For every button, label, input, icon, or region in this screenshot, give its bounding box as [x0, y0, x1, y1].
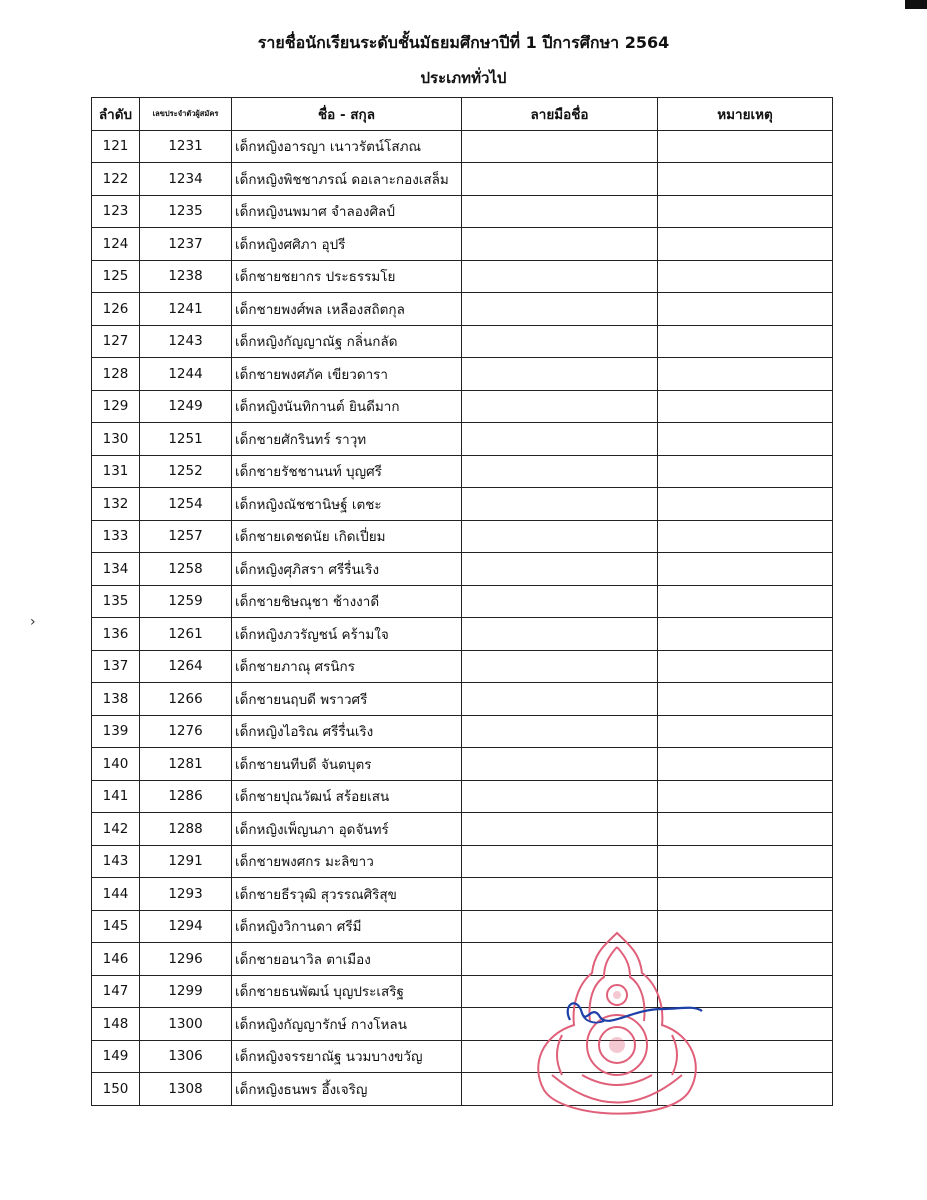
signature-cell	[462, 683, 658, 716]
applicant-id: 1294	[140, 910, 232, 943]
table-row	[92, 845, 833, 878]
remarks-cell	[658, 618, 833, 651]
student-name: เด็กชายพงศ์พล เหลืองสถิตกุล	[232, 293, 462, 326]
student-name: เด็กชายธีรวุฒิ สุวรรณศิริสุข	[232, 878, 462, 911]
row-number: 149	[92, 1040, 140, 1073]
row-number: 137	[92, 650, 140, 683]
student-name: เด็กชายเดชดนัย เกิดเปี่ยม	[232, 520, 462, 553]
signature-cell	[462, 650, 658, 683]
student-name: เด็กหญิงเพ็ญนภา อุดจันทร์	[232, 813, 462, 846]
row-number: 146	[92, 943, 140, 976]
remarks-cell	[658, 813, 833, 846]
signature-cell	[462, 878, 658, 911]
row-number: 135	[92, 585, 140, 618]
row-number: 134	[92, 553, 140, 586]
signature-cell	[462, 1040, 658, 1073]
table-row	[92, 195, 833, 228]
signature-cell	[462, 163, 658, 196]
remarks-cell	[658, 1040, 833, 1073]
signature-cell	[462, 390, 658, 423]
row-number: 126	[92, 293, 140, 326]
student-name: เด็กหญิงศศิภา อุปรี	[232, 228, 462, 261]
col-header-name: ชื่อ - สกุล	[232, 98, 462, 131]
signature-cell	[462, 130, 658, 163]
signature-cell	[462, 585, 658, 618]
student-name: เด็กชายนทีบดี จันตบุตร	[232, 748, 462, 781]
student-name: เด็กหญิงณัชชานิษฐ์ เตชะ	[232, 488, 462, 521]
signature-cell	[462, 780, 658, 813]
row-number: 141	[92, 780, 140, 813]
table-row	[92, 390, 833, 423]
row-number: 148	[92, 1008, 140, 1041]
applicant-id: 1266	[140, 683, 232, 716]
table-row	[92, 488, 833, 521]
table-row	[92, 1008, 833, 1041]
page-title: รายชื่อนักเรียนระดับชั้นมัธยมศึกษาปีที่ 1 ปีการศึกษา 2564	[257, 33, 670, 52]
applicant-id: 1293	[140, 878, 232, 911]
applicant-id: 1237	[140, 228, 232, 261]
signature-cell	[462, 195, 658, 228]
remarks-cell	[658, 423, 833, 456]
remarks-cell	[658, 845, 833, 878]
row-number: 136	[92, 618, 140, 651]
table-row	[92, 878, 833, 911]
signature-cell	[462, 975, 658, 1008]
signature-cell	[462, 325, 658, 358]
row-number: 131	[92, 455, 140, 488]
table-row	[92, 260, 833, 293]
table-body	[92, 130, 833, 1105]
student-name: เด็กหญิงไอริณ ศรีรื่นเริง	[232, 715, 462, 748]
row-number: 150	[92, 1073, 140, 1106]
row-number: 123	[92, 195, 140, 228]
student-roster-table	[91, 97, 833, 1106]
remarks-cell	[658, 390, 833, 423]
row-number: 124	[92, 228, 140, 261]
table-row	[92, 715, 833, 748]
col-header-remarks: หมายเหตุ	[658, 98, 833, 131]
signature-cell	[462, 553, 658, 586]
col-header-applicant-id: เลขประจำตัวผู้สมัคร	[140, 98, 232, 131]
student-name: เด็กหญิงนันทิกานต์ ยินดีมาก	[232, 390, 462, 423]
student-name: เด็กหญิงกัญญาณัฐ กลิ่นกลัด	[232, 325, 462, 358]
signature-cell	[462, 260, 658, 293]
student-name: เด็กชายปุณวัฒน์ สร้อยเสน	[232, 780, 462, 813]
applicant-id: 1288	[140, 813, 232, 846]
table-row	[92, 423, 833, 456]
applicant-id: 1258	[140, 553, 232, 586]
table-row	[92, 618, 833, 651]
signature-cell	[462, 1008, 658, 1041]
row-number: 144	[92, 878, 140, 911]
row-number: 127	[92, 325, 140, 358]
applicant-id: 1259	[140, 585, 232, 618]
table-row	[92, 553, 833, 586]
student-name: เด็กชายพงศภัค เขียวดารา	[232, 358, 462, 391]
table-row	[92, 813, 833, 846]
applicant-id: 1241	[140, 293, 232, 326]
remarks-cell	[658, 878, 833, 911]
row-number: 133	[92, 520, 140, 553]
scan-mark: ›	[30, 614, 36, 630]
signature-cell	[462, 943, 658, 976]
row-number: 128	[92, 358, 140, 391]
student-name: เด็กหญิงศุภิสรา ศรีรื่นเริง	[232, 553, 462, 586]
table-row	[92, 325, 833, 358]
remarks-cell	[658, 455, 833, 488]
table-row	[92, 163, 833, 196]
table-row	[92, 585, 833, 618]
applicant-id: 1281	[140, 748, 232, 781]
row-number: 125	[92, 260, 140, 293]
remarks-cell	[658, 520, 833, 553]
applicant-id: 1291	[140, 845, 232, 878]
signature-cell	[462, 358, 658, 391]
remarks-cell	[658, 130, 833, 163]
applicant-id: 1300	[140, 1008, 232, 1041]
signature-cell	[462, 813, 658, 846]
table-row	[92, 910, 833, 943]
signature-cell	[462, 423, 658, 456]
row-number: 132	[92, 488, 140, 521]
applicant-id: 1261	[140, 618, 232, 651]
applicant-id: 1252	[140, 455, 232, 488]
col-header-signature: ลายมือชื่อ	[462, 98, 658, 131]
remarks-cell	[658, 910, 833, 943]
student-name: เด็กชายศักรินทร์ ราวุท	[232, 423, 462, 456]
student-name: เด็กชายพงศกร มะลิขาว	[232, 845, 462, 878]
signature-cell	[462, 520, 658, 553]
applicant-id: 1306	[140, 1040, 232, 1073]
student-name: เด็กหญิงธนพร อึ้งเจริญ	[232, 1073, 462, 1106]
signature-cell	[462, 715, 658, 748]
signature-cell	[462, 293, 658, 326]
applicant-id: 1235	[140, 195, 232, 228]
col-header-no: ลำดับ	[92, 98, 140, 131]
remarks-cell	[658, 228, 833, 261]
remarks-cell	[658, 195, 833, 228]
row-number: 147	[92, 975, 140, 1008]
student-name: เด็กชายภาณุ ศรนิกร	[232, 650, 462, 683]
remarks-cell	[658, 683, 833, 716]
remarks-cell	[658, 260, 833, 293]
page-subtitle: ประเภททั่วไป	[420, 69, 507, 87]
row-number: 143	[92, 845, 140, 878]
applicant-id: 1308	[140, 1073, 232, 1106]
row-number: 138	[92, 683, 140, 716]
applicant-id: 1264	[140, 650, 232, 683]
table-row	[92, 1040, 833, 1073]
student-name: เด็กชายชิษณุชา ช้างงาดี	[232, 585, 462, 618]
applicant-id: 1299	[140, 975, 232, 1008]
signature-cell	[462, 910, 658, 943]
applicant-id: 1249	[140, 390, 232, 423]
row-number: 142	[92, 813, 140, 846]
table-row	[92, 975, 833, 1008]
row-number: 130	[92, 423, 140, 456]
remarks-cell	[658, 748, 833, 781]
table-row	[92, 455, 833, 488]
student-name: เด็กหญิงกัญญารักษ์ กางโหลน	[232, 1008, 462, 1041]
student-name: เด็กชายนฤบดี พราวศรี	[232, 683, 462, 716]
student-name: เด็กหญิงวิกานดา ศรีมี	[232, 910, 462, 943]
table-row	[92, 293, 833, 326]
applicant-id: 1238	[140, 260, 232, 293]
student-name: เด็กชายธนพัฒน์ บุญประเสริฐ	[232, 975, 462, 1008]
table-row	[92, 943, 833, 976]
student-name: เด็กชายชยากร ประธรรมโย	[232, 260, 462, 293]
signature-cell	[462, 1073, 658, 1106]
table-header-row	[92, 98, 833, 131]
row-number: 129	[92, 390, 140, 423]
table-row	[92, 683, 833, 716]
table-row	[92, 520, 833, 553]
signature-cell	[462, 228, 658, 261]
signature-cell	[462, 748, 658, 781]
row-number: 145	[92, 910, 140, 943]
row-number: 121	[92, 130, 140, 163]
student-name: เด็กชายอนาวิล ตาเมือง	[232, 943, 462, 976]
applicant-id: 1231	[140, 130, 232, 163]
row-number: 122	[92, 163, 140, 196]
student-name: เด็กหญิงพิชชาภรณ์ ดอเลาะกองเสล็ม	[232, 163, 462, 196]
scan-corner-mark	[905, 0, 927, 9]
row-number: 140	[92, 748, 140, 781]
signature-cell	[462, 845, 658, 878]
table-row	[92, 228, 833, 261]
row-number: 139	[92, 715, 140, 748]
remarks-cell	[658, 943, 833, 976]
remarks-cell	[658, 975, 833, 1008]
remarks-cell	[658, 1073, 833, 1106]
applicant-id: 1257	[140, 520, 232, 553]
table-row	[92, 130, 833, 163]
applicant-id: 1244	[140, 358, 232, 391]
student-name: เด็กหญิงอารญา เนาวรัตน์โสภณ	[232, 130, 462, 163]
remarks-cell	[658, 163, 833, 196]
applicant-id: 1243	[140, 325, 232, 358]
table-row	[92, 358, 833, 391]
student-name: เด็กหญิงนพมาศ จำลองศิลป์	[232, 195, 462, 228]
applicant-id: 1254	[140, 488, 232, 521]
table-row	[92, 1073, 833, 1106]
remarks-cell	[658, 553, 833, 586]
remarks-cell	[658, 1008, 833, 1041]
student-name: เด็กหญิงภวรัญชน์ คร้ามใจ	[232, 618, 462, 651]
table-row	[92, 780, 833, 813]
student-name: เด็กหญิงจรรยาณัฐ นวมบางขวัญ	[232, 1040, 462, 1073]
remarks-cell	[658, 780, 833, 813]
applicant-id: 1286	[140, 780, 232, 813]
signature-cell	[462, 455, 658, 488]
table-row	[92, 748, 833, 781]
remarks-cell	[658, 585, 833, 618]
remarks-cell	[658, 358, 833, 391]
applicant-id: 1276	[140, 715, 232, 748]
remarks-cell	[658, 293, 833, 326]
remarks-cell	[658, 325, 833, 358]
remarks-cell	[658, 488, 833, 521]
remarks-cell	[658, 715, 833, 748]
applicant-id: 1296	[140, 943, 232, 976]
signature-cell	[462, 618, 658, 651]
applicant-id: 1251	[140, 423, 232, 456]
applicant-id: 1234	[140, 163, 232, 196]
student-name: เด็กชายรัชชานนท์ บุญศรี	[232, 455, 462, 488]
signature-cell	[462, 488, 658, 521]
remarks-cell	[658, 650, 833, 683]
table-row	[92, 650, 833, 683]
